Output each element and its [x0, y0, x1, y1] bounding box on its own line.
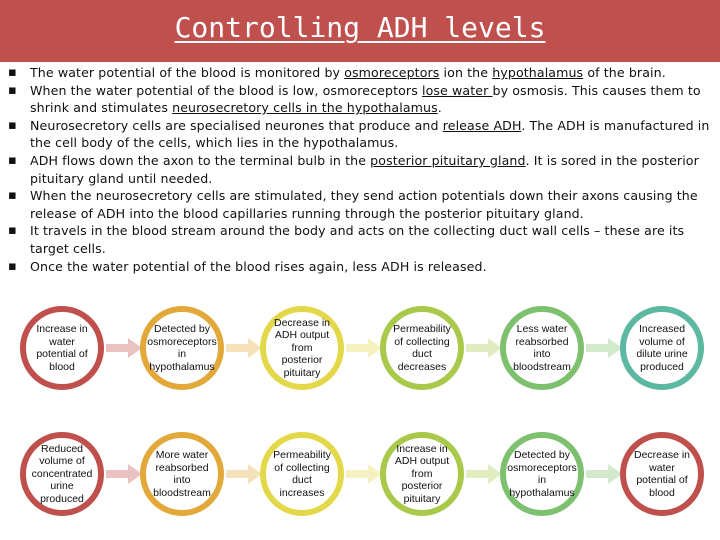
cycle-step: [260, 306, 344, 390]
arrow-icon: [226, 464, 262, 488]
cycle-step-label: More water reabsorbed into bloodstream: [153, 449, 211, 499]
cycle-step-label: Permeability of collecting duct increases: [273, 449, 331, 499]
cycle-step: [140, 432, 224, 516]
underlined-term: neurosecretory cells in the hypothalamus: [172, 100, 438, 116]
cycle-step-label: Detected by osmoreceptors in hypothalamus: [507, 449, 577, 499]
bullet-text: Once the water potential of the blood rises again, less ADH is released.: [30, 258, 487, 274]
cycle-step: [380, 306, 464, 390]
arrow-icon: [586, 338, 622, 362]
bullet-item: [8, 152, 714, 187]
cycle-step-label: Increase in ADH output from posterior pituitary: [394, 442, 450, 505]
cycle-step-label: Permeability of collecting duct decreases: [393, 323, 451, 373]
bullet-text: ion the: [439, 65, 493, 80]
bullet-item: [8, 258, 714, 276]
arrow-icon: [586, 464, 622, 488]
bullet-text: of the brain.: [583, 65, 666, 80]
bullet-text: Neurosecretory cells are specialised neurones that produce and: [30, 117, 443, 133]
cycle-step-label: Detected by osmoreceptors in hypothalamus: [147, 323, 217, 373]
cycle-step: [620, 306, 704, 390]
cycle-step: [620, 432, 704, 516]
arrow-icon: [466, 464, 502, 488]
cycle-step: [20, 432, 104, 516]
bullet-item: [8, 187, 714, 222]
cycle-step: [20, 306, 104, 390]
arrow-icon: [466, 338, 502, 362]
bullet-text: When the water potential of the blood is low, osmoreceptors: [30, 82, 422, 98]
underlined-term: hypothalamus: [492, 65, 584, 80]
underlined-term: lose water: [421, 82, 493, 98]
arrow-icon: [226, 338, 262, 362]
cycle-step-label: Decrease in ADH output from posterior pituitary: [273, 316, 331, 379]
bullet-text: . The ADH is manufactured in the cell body of the cells, which lies in the hypothalamus.: [30, 117, 710, 151]
underlined-term: osmoreceptors: [344, 65, 440, 80]
cycle-step-label: Increased volume of dilute urine produced: [636, 323, 688, 373]
bullet-text: .: [437, 100, 442, 116]
arrow-icon: [106, 338, 142, 362]
underlined-term: release ADH: [442, 117, 522, 133]
cycle-step: [260, 432, 344, 516]
cycle-step-label: Less water reabsorbed into bloodstream: [513, 323, 571, 373]
page-title: Controlling ADH levels: [174, 11, 546, 44]
bullet-item: [8, 117, 714, 152]
cycle-step: [140, 306, 224, 390]
bullet-text: When the neurosecretory cells are stimulated, they send action potentials down their axons causing the release of ADH into the blood capillaries running through the posterior pituitary gland.: [30, 188, 698, 221]
bullet-text: . It is sored in the posterior pituitary gland until needed.: [30, 152, 699, 186]
cycle-step: [500, 306, 584, 390]
bullet-item: [8, 222, 714, 257]
bullet-item: [8, 64, 714, 82]
cycle-step: [500, 432, 584, 516]
underlined-term: posterior pituitary gland: [370, 152, 526, 168]
arrow-icon: [346, 338, 382, 362]
cycle-step-label: Reduced volume of concentrated urine produced: [31, 442, 93, 505]
bullet-text: The water potential of the blood is monitored by: [30, 65, 345, 80]
cycle-step-label: Increase in water potential of blood: [36, 323, 88, 373]
bullet-text: ADH flows down the axon to the terminal bulb in the: [30, 152, 371, 168]
bullet-list: [8, 64, 714, 275]
arrow-icon: [346, 464, 382, 488]
bullet-text: It travels in the blood stream around the body and acts on the collecting duct wall cells – these are its target cells.: [30, 223, 685, 256]
arrow-icon: [106, 464, 142, 488]
bullet-text: by osmosis. This causes them to shrink and stimulates: [30, 82, 701, 116]
cycle-step: [380, 432, 464, 516]
bullet-item: [8, 82, 714, 117]
cycle-step-label: Decrease in water potential of blood: [633, 449, 691, 499]
